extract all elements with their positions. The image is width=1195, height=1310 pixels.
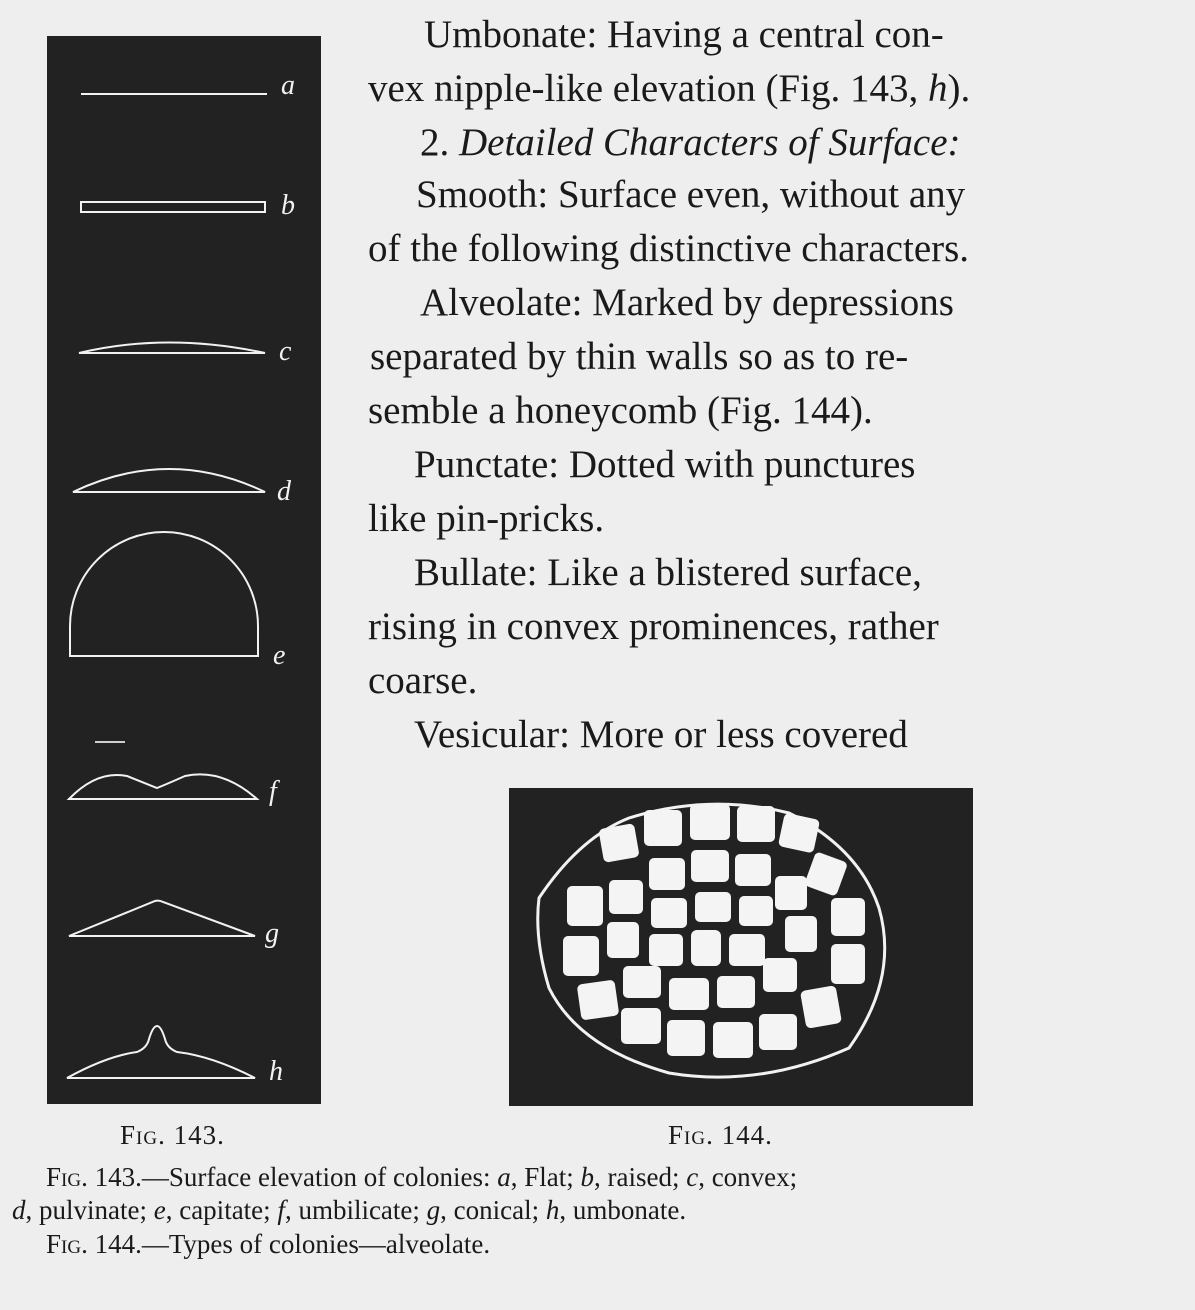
profile-g-conical xyxy=(69,901,255,936)
body-line-10: like pin-pricks. xyxy=(368,497,605,540)
profile-h-umbonate xyxy=(67,1026,255,1078)
profile-d-pulvinate xyxy=(73,469,265,492)
label-g: g xyxy=(265,918,279,949)
caption-fig-143-line-2: d, pulvinate; e, capitate; f, umbilicate; g, conical; h, umbonate. xyxy=(12,1195,687,1225)
body-line-13: coarse. xyxy=(368,659,478,702)
caption-fig-144: Fig. 144.—Types of colonies—alveolate. xyxy=(46,1229,491,1259)
body-line-8: semble a honeycomb (Fig. 144). xyxy=(368,389,873,432)
label-f: f xyxy=(269,776,277,807)
body-line-14: Vesicular: More or less covered xyxy=(414,713,908,756)
profile-c-convex xyxy=(79,343,265,354)
profile-f-umbilicate xyxy=(69,774,257,799)
body-line-12: rising in convex prominences, rather xyxy=(368,605,939,648)
label-h: h xyxy=(269,1056,283,1087)
body-line-9: Punctate: Dotted with punctures xyxy=(414,443,916,486)
label-a: a xyxy=(281,70,295,101)
body-line-6: Alveolate: Marked by depressions xyxy=(420,281,954,324)
honeycomb-cells xyxy=(563,804,865,1058)
section-heading: 2. Detailed Characters of Surface: xyxy=(420,121,961,164)
body-line-11: Bullate: Like a blistered surface, xyxy=(414,551,922,594)
fig-144-image xyxy=(509,788,973,1106)
label-b: b xyxy=(281,190,295,221)
body-line-1: Umbonate: Having a central con- xyxy=(424,13,944,56)
fig-143-image xyxy=(47,36,321,1104)
body-line-7: separated by thin walls so as to re- xyxy=(370,335,909,378)
profile-e-capitate xyxy=(70,532,258,656)
body-line-2: vex nipple-like elevation (Fig. 143, h). xyxy=(368,67,971,110)
label-e: e xyxy=(273,640,286,671)
fig-143-label: Fig. 143. xyxy=(120,1120,225,1150)
label-d: d xyxy=(277,476,291,507)
body-line-4: Smooth: Surface even, without any xyxy=(416,173,966,216)
fig-144-label: Fig. 144. xyxy=(668,1120,773,1150)
body-line-5: of the following distinctive characters. xyxy=(368,227,970,270)
caption-fig-143-line-1: Fig. 143.—Surface elevation of colonies: a, Flat; b, raised; c, convex; xyxy=(46,1162,798,1192)
profile-b-raised xyxy=(81,202,265,212)
label-c: c xyxy=(279,336,292,367)
